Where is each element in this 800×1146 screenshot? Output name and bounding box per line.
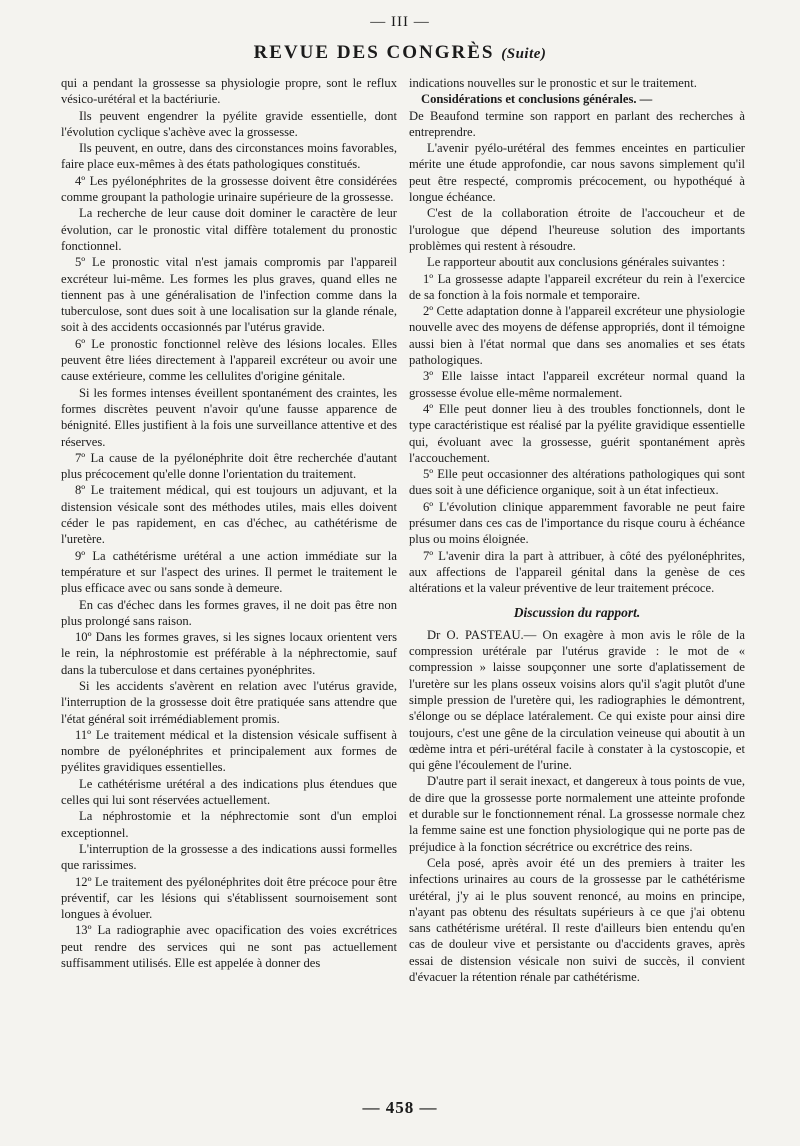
paragraph: Le rapporteur aboutit aux conclusions générales suivantes : — [427, 255, 726, 270]
paragraph: L'interruption de la grossesse a des indications aussi formelles que rarissimes. — [61, 841, 397, 873]
header-title: REVUE DES CONGRÈS — [253, 42, 495, 63]
paragraph: 6º L'évolution clinique apparemment favorable ne peut faire présumer dans ces cas de l'importance du risque couru à échéance plus ou moins éloignée. — [409, 499, 745, 547]
paragraph: La recherche de leur cause doit dominer le caractère de leur évolution, car le pronostic vital diffère totalement du pronostic fonctionnel. — [61, 206, 397, 253]
paragraph: 4º Les pyélonéphrites de la grossesse doivent être considérées comme groupant la pathologie urinaire supérieure de la grossesse. — [61, 173, 397, 205]
section-numeral: — III — — [370, 14, 430, 30]
paragraph: Ils peuvent, en outre, dans des circonstances moins favorables, faire place eux-mêmes à des états pathologiques constitués. — [61, 141, 397, 172]
paragraph: 7º La cause de la pyélonéphrite doit être recherchée d'autant plus précocement qu'elle donne l'orientation du traitement. — [61, 450, 397, 482]
paragraph: 3º Elle laisse intact l'appareil excréteur normal quand la grossesse évolue elle-même normalement. — [409, 369, 745, 400]
paragraph: En cas d'échec dans les formes graves, il ne doit pas être non plus prolongé sans raison. — [61, 597, 397, 628]
page-header — [0, 42, 800, 64]
paragraph: Si les accidents s'avèrent en relation avec l'utérus gravide, l'interruption de la grossesse doit être pratiquée sans attendre que l'état général soit irrémédiablement promis. — [61, 678, 397, 726]
subsection-heading: Discussion du rapport. — [513, 604, 641, 620]
paragraph: L'avenir pyélo-urétéral des femmes enceintes en particulier mérite une étude approfondie, car nous savons simplement qu'il peut être respecté, compromis précocement, ou hypothéqué à longue échéance. — [409, 141, 745, 205]
paragraph: 12º Le traitement des pyélonéphrites doit être précoce pour être préventif, car les lésions qui s'établissent sournoisement sont longues à évoluer. — [61, 874, 397, 922]
paragraph: C'est de la collaboration étroite de l'accoucheur et de l'urologue que dépend l'heureuse solution des importants problèmes qui restent à résoudre. — [409, 206, 745, 253]
right-column — [409, 75, 745, 1091]
paragraph: Si les formes intenses éveillent spontanément des craintes, les formes discrètes peuvent n'avoir qu'une fausse apparence de bénignité. Elles justifient à la fois une surveillance attentive et des réserves. — [61, 385, 397, 449]
paragraph: 7º L'avenir dira la part à attribuer, à côté des pyélonéphrites, aux affections de l'appareil génital dans la genèse de ces altérations et la valeur préventive de leur traitement précoce. — [409, 548, 745, 596]
paragraph: Ils peuvent engendrer la pyélite gravide essentielle, dont l'évolution cyclique s'achève avec la grossesse. — [61, 108, 397, 139]
paragraph: Le cathétérisme urétéral a des indications plus étendues que celles qui lui sont réservées actuellement. — [61, 776, 397, 808]
paragraph: 13º La radiographie avec opacification des voies excrétrices peut rendre des services qui ne sont pas actuellement suffisamment utilisés. Elle est appelée à donner des — [61, 923, 397, 971]
paragraph: 11º Le traitement médical et la distension vésicale suffisent à nombre de pyélonéphrites et principalement aux formes de pyélites gravidiques essentielles. — [61, 727, 397, 775]
paragraph: Dr O. PASTEAU.— On exagère à mon avis le rôle de la compression urétérale par l'utérus gravide : le mot de « compression » laisse soupçonner une sorte d'aplatissement de l'uretère sur les plans osseux voisins alors qu'il s'agit plutôt d'une simple pression de l'uretère qui, les radiographies le démontrent, s'élonge ou se déplace latéralement. Ce qui existe pour ainsi dire toujours, c'est une gêne de la circulation veineuse qui aboutit à un œdème intra et péri-urétéral facile à constater à la cystoscopie, et qui gêne l'écoulement de l'urine. — [409, 627, 745, 773]
paragraph: D'autre part il serait inexact, et dangereux à tous points de vue, de dire que la grossesse porte normalement une atteinte profonde et durable sur le fonctionnement rénal. La grossesse normale chez la femme saine est une fonction physiologique qui ne porte pas de préjudice à la fonction sécrétrice ou excrétrice des reins. — [409, 774, 745, 854]
paragraph: qui a pendant la grossesse sa physiologie propre, sont le reflux vésico-urétéral et la bactériurie. — [61, 76, 397, 107]
paragraph: 6º Le pronostic fonctionnel relève des lésions locales. Elles peuvent être liées directement à l'appareil excréteur ou avoir une cause extérieure, comme les cellulites d'origine génitale. — [61, 336, 397, 384]
page-number: — 458 — — [362, 1098, 438, 1117]
paragraph: 4º Elle peut donner lieu à des troubles fonctionnels, dont le type caractéristique est réalisé par la pyélite gravidique essentielle qui, évoluant avec la grossesse, guérit spontanément après l'accouchement. — [409, 401, 745, 465]
paragraph: De Beaufond termine son rapport en parlant des recherches à entreprendre. — [409, 108, 745, 139]
paragraph: La néphrostomie et la néphrectomie sont d'un emploi exceptionnel. — [61, 809, 397, 840]
paragraph: 10º Dans les formes graves, si les signes locaux orientent vers le rein, la néphrostomie est préférable à la néphrectomie, sauf dans la tuberculose et dans certaines pyonéphrites. — [61, 630, 397, 677]
header-suite: (Suite) — [501, 46, 547, 62]
paragraph: 5º Elle peut occasionner des altérations pathologiques qui sont dues soit à une déficience organique, soit à un état infectieux. — [409, 467, 745, 498]
paragraph: indications nouvelles sur le pronostic et sur le traitement. — [409, 76, 697, 90]
paragraph: Cela posé, après avoir été un des premiers à traiter les infections urinaires au cours de la grossesse par le cathétérisme urétéral, j'y ai le plus souvent renoncé, au moins en principe, n'ayant pas obtenu des résultats supérieurs à ce que j'ai obtenu sans cathétérisme urétéral. Il reste d'ailleurs bien entendu qu'en cas de douleur vive et persistante ou d'accidents graves, après essai de distension vésicale non suivi de succès, il convient d'évacuer la rétention rénale par cathétérisme. — [409, 855, 745, 985]
paragraph: 2º Cette adaptation donne à l'appareil excréteur une physiologie nouvelle avec des moyens de défense appropriés, dont il témoigne aussi bien à l'état normal que dans ses anomalies et ses états pathologiques. — [409, 304, 745, 368]
paragraph: 5º Le pronostic vital n'est jamais compromis par l'appareil excréteur lui-même. Les formes les plus graves, quand elles ne tiennent pas à une généralisation de l'infection comme dans la tuberculose, sont dues soit à une localisation sur la glande rénale, soit à des accidents occasionnés par l'utérus gravide. — [61, 255, 397, 335]
paragraph: 9º La cathétérisme urétéral a une action immédiate sur la température et sur l'aspect des urines. Il permet le traitement le plus efficace avec ou sans sonde à demeure. — [61, 548, 397, 596]
section-heading: Considérations et conclusions générales. — — [421, 92, 653, 107]
paragraph: 1º La grossesse adapte l'appareil excréteur du rein à l'exercice de sa fonction à la fois normale et temporaire. — [409, 271, 745, 302]
left-column — [61, 75, 397, 1091]
paragraph: 8º Le traitement médical, qui est toujours un adjuvant, et la distension vésicale sont des méthodes utiles, mais elles doivent céder le pas rapidement, en cas d'échec, au cathétérisme de l'uretère. — [61, 483, 397, 547]
